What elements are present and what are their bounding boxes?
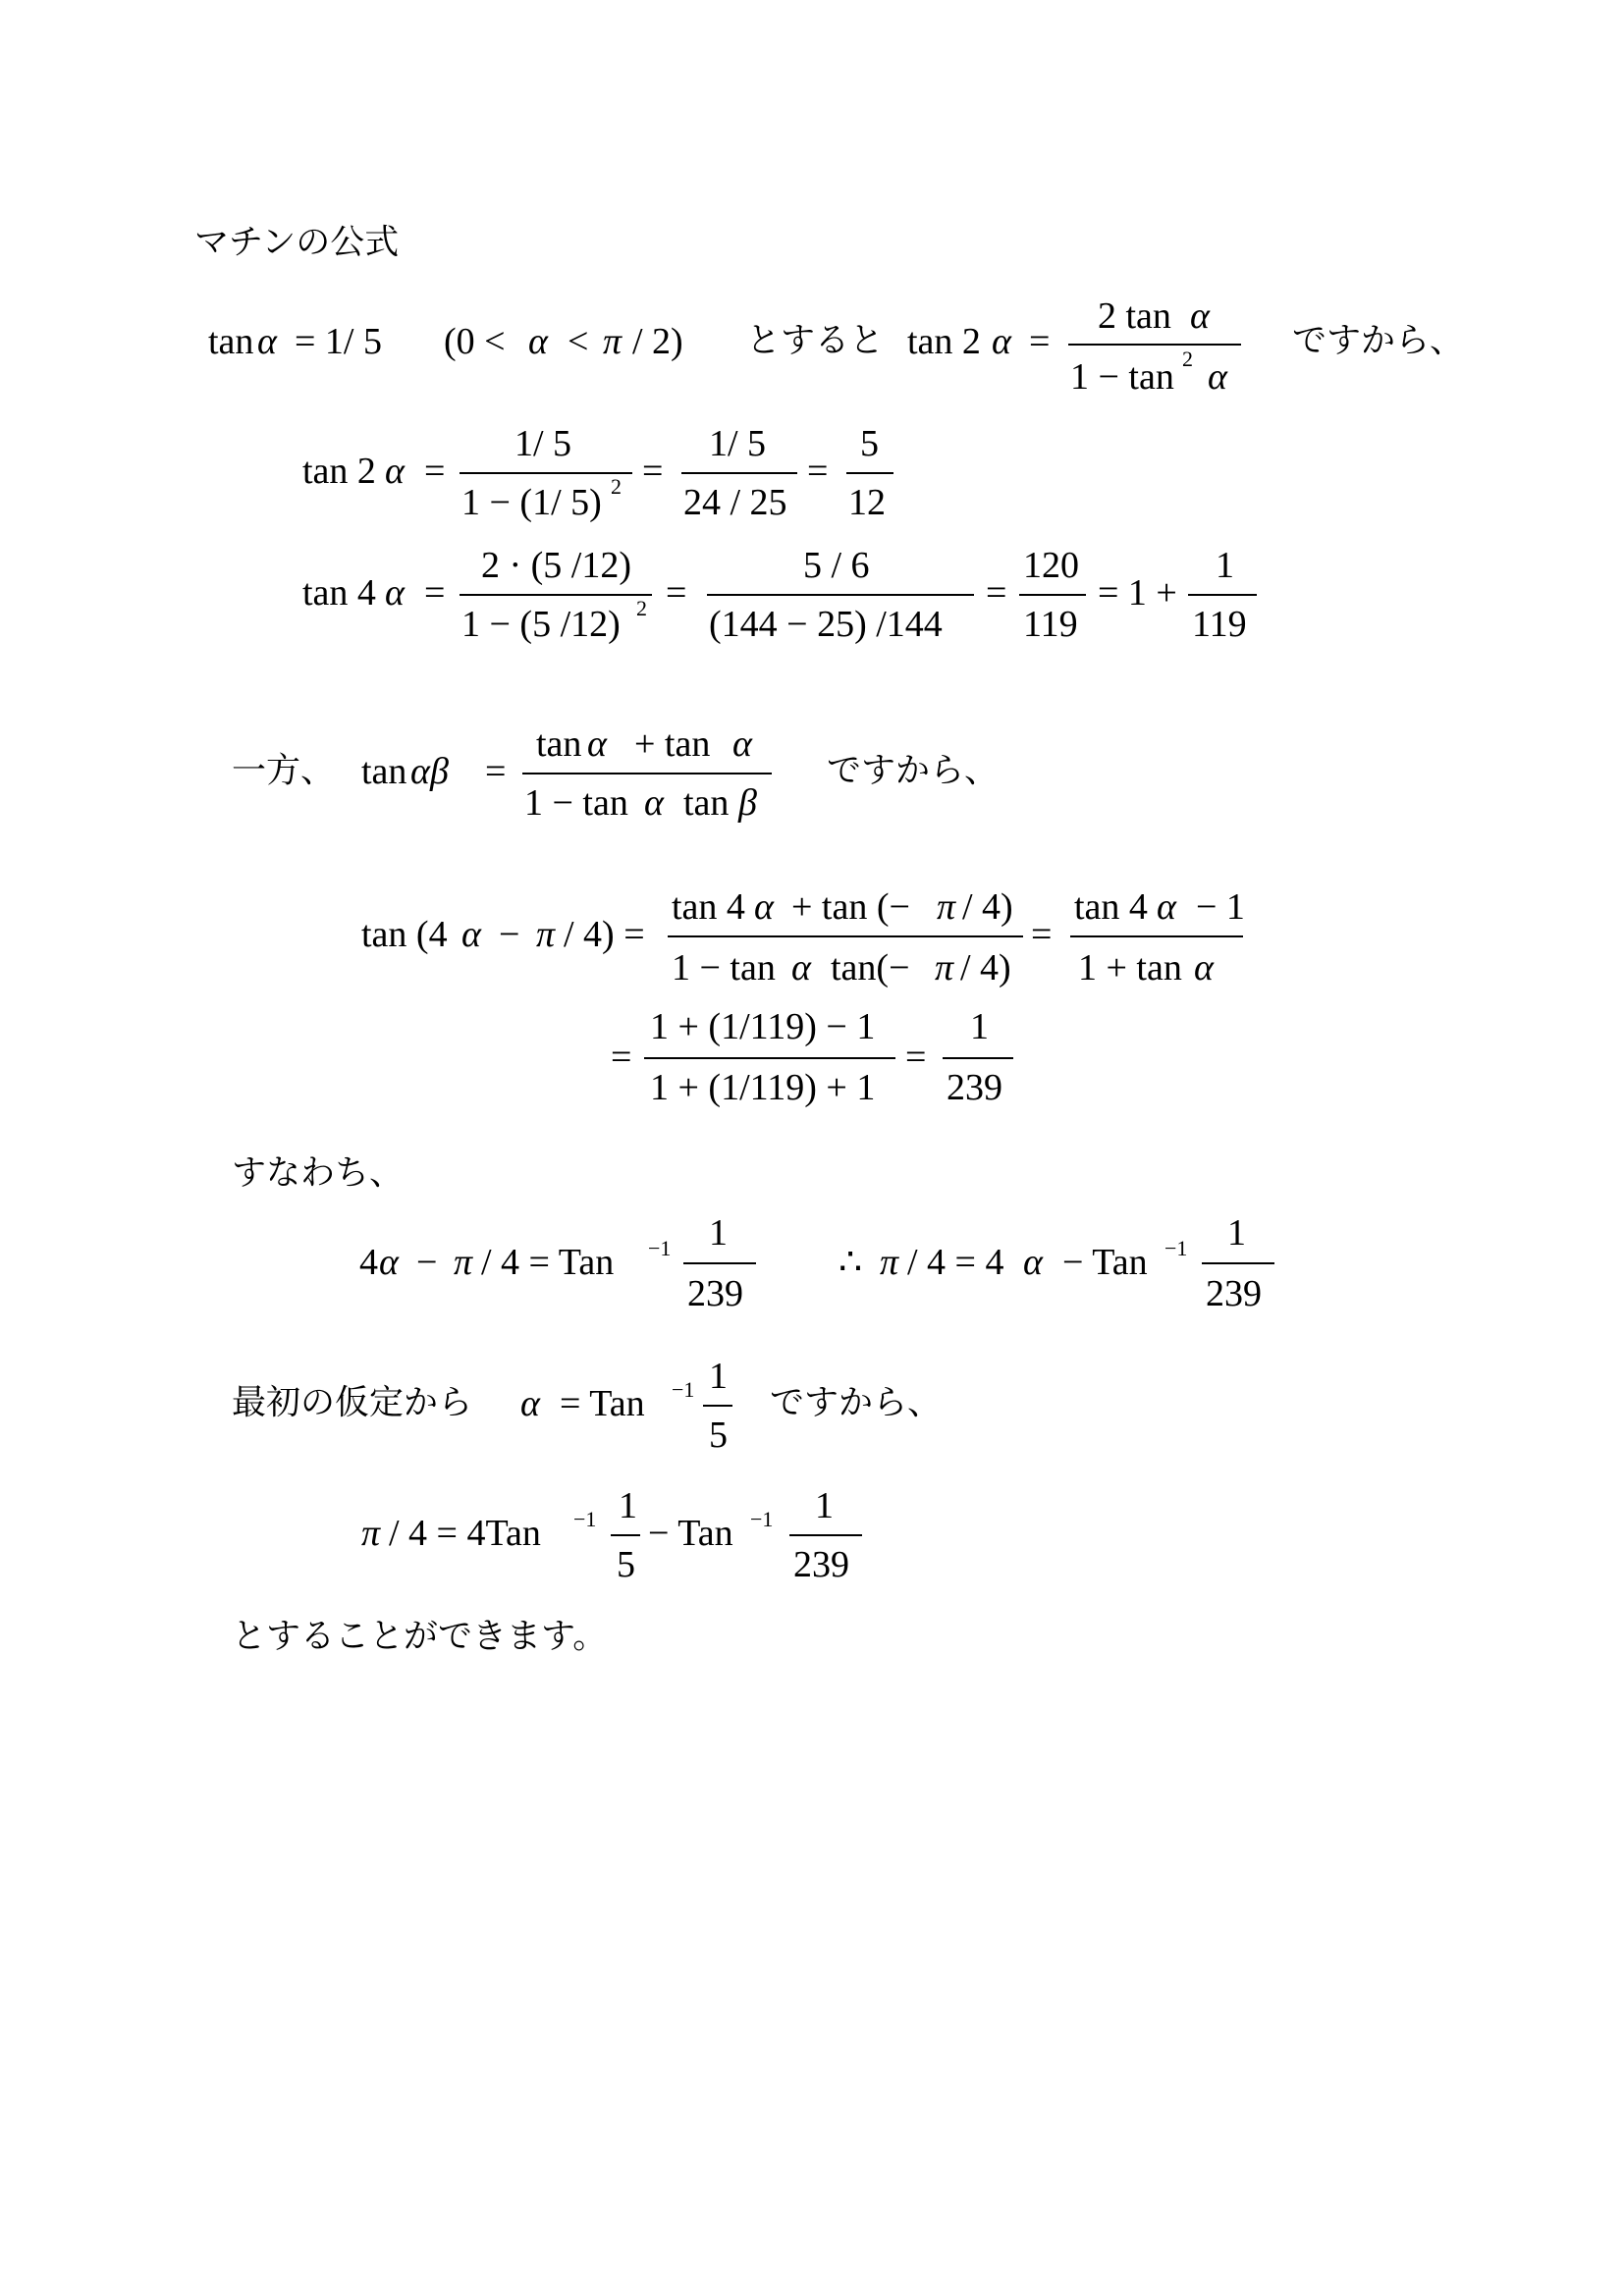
l1-cond-lt: < [568,321,589,362]
td-f2-num-alpha: α [1157,886,1176,928]
rel-e: − Tan [1062,1242,1148,1283]
e2-eq2: = [642,451,664,492]
td2-eq1: = [611,1037,632,1078]
ip-den-a: 1 − tan [524,782,628,824]
fin-f1-num: 1 [619,1485,637,1526]
rel-exp: −1 [648,1236,672,1260]
ks-f-line [703,1405,732,1407]
fin-exp1: −1 [573,1507,597,1531]
ks-alpha: α [520,1383,540,1424]
e4-eq2: = [666,572,687,614]
rel-f2-den: 239 [1206,1273,1262,1314]
l1-frac-line [1068,344,1241,346]
fin-minus: − Tan [648,1513,733,1554]
td-f2-den-a: 1 + tan [1078,947,1182,988]
e4-f2-den: (144 − 25) /144 [709,604,943,645]
fin-exp2: −1 [750,1507,774,1531]
sunawachi-text: すなわち、 [232,1153,405,1194]
rel-minus: − [416,1242,438,1283]
e2-f2-num: 1/ 5 [709,423,767,464]
td-f1-num-b: + tan (− [791,886,910,928]
l1-cond-alpha: α [528,321,548,362]
rel-alpha2: α [1023,1242,1043,1283]
e2-f1-den: 1 − (1/ 5) [461,482,602,523]
l1-tosuruto: とすると [746,321,885,361]
l1-frac-den: 1 − tan [1070,356,1174,398]
e2-f1-num: 1/ 5 [514,423,572,464]
rel-f2-line [1202,1262,1274,1264]
rel-f2-num: 1 [1227,1212,1246,1254]
l1-frac-num-alpha: α [1190,295,1210,337]
ip-den-alpha: α [644,782,664,824]
e4-lhs: tan 4 [302,572,376,614]
ip-eq: = [485,751,507,792]
ip-frac-line [522,773,772,774]
fin-f1-line [611,1534,640,1536]
e4-f3-line [1019,594,1086,596]
e4-f4-den: 119 [1192,604,1247,645]
fin-f2-den: 239 [793,1544,849,1585]
l1-frac-den-exp: 2 [1182,347,1193,371]
fin-f1-den: 5 [617,1544,635,1585]
document-title: マチンの公式 [194,223,400,263]
e4-f1-num: 2 · (5 /12) [481,545,632,586]
e4-f4-line [1188,594,1257,596]
e4-tail: = 1 + [1098,572,1177,614]
ks-exp: −1 [672,1377,695,1402]
fin-f2-line [789,1534,862,1536]
td-eq2: = [1031,914,1053,955]
l1-tan2: tan 2 [907,321,981,362]
l1-tan: tan [208,321,254,362]
e4-lhs-alpha: α [385,572,405,614]
td-f2-num-a: tan 4 [1074,886,1148,928]
rel-f-num: 1 [709,1212,728,1254]
ip-num-alpha: α [587,723,607,765]
ip-lhs-ab: αβ [410,751,449,792]
td-f1-num-a: tan 4 [672,886,745,928]
rel-a: 4 [359,1242,378,1283]
e4-eq3: = [986,572,1007,614]
rel-c: / 4 = Tan [481,1242,615,1283]
ip-desukara: ですから、 [827,751,1000,791]
ip-num-plus: + tan [634,723,711,765]
e4-f3-num: 120 [1023,545,1079,586]
rel-exp2: −1 [1164,1236,1188,1260]
td2-eq2: = [905,1037,927,1078]
l1-cond-close: / 2) [632,321,683,362]
td2-f1-den: 1 + (1/119) + 1 [650,1067,876,1108]
ip-num-alpha2: α [732,723,752,765]
e2-lhs-alpha: α [385,451,405,492]
rel-therefore: ∴ [839,1242,863,1283]
td-lhs-a: tan (4 [361,914,448,955]
fin-f2-num: 1 [815,1485,834,1526]
e2-f3-den: 12 [848,482,886,523]
e2-f2-line [681,472,797,474]
rel-pi: π [454,1242,473,1283]
l1-cond-open: (0 < [444,321,506,362]
l1-tan2-alpha: α [992,321,1011,362]
td-f1-num-c: / 4) [962,886,1013,928]
e4-f1-den: 1 − (5 /12) [461,604,621,645]
ip-den-beta: β [738,782,757,824]
conclusion-text: とすることができます。 [232,1617,608,1657]
td2-f2-den: 239 [947,1067,1002,1108]
l1-eq2: = [1029,321,1051,362]
e4-f3-den: 119 [1023,604,1078,645]
td-f1-den-pi: π [935,947,954,988]
td-f2-num-b: − 1 [1196,886,1245,928]
rel-f-line [683,1262,756,1264]
ks-f-num: 1 [709,1356,728,1397]
e2-eq1: = [424,451,446,492]
td-f1-line [668,935,1023,937]
td-f1-num-pi: π [937,886,956,928]
e2-lhs: tan 2 [302,451,376,492]
ip-prefix: 一方、 [232,751,336,791]
e2-f1-line [460,472,632,474]
td-f2-line [1070,935,1243,937]
e4-f1-den-exp: 2 [636,596,647,620]
e4-eq1: = [424,572,446,614]
rel-alpha: α [379,1242,399,1283]
ip-num-tan: tan [536,723,582,765]
e4-f2-line [707,594,974,596]
rel-f-den: 239 [687,1273,743,1314]
ks-desukara: ですから、 [770,1383,943,1423]
l1-eq: = 1/ 5 [295,321,382,362]
td-lhs-alpha: α [461,914,481,955]
td-lhs-c: / 4) = [564,914,645,955]
ip-den-tan: tan [683,782,730,824]
l1-frac-den-alpha: α [1208,356,1227,398]
e2-eq3: = [807,451,829,492]
td-f1-num-alpha: α [754,886,774,928]
td-f1-den-a: 1 − tan [672,947,776,988]
td-lhs-pi: π [536,914,556,955]
e4-f4-num: 1 [1216,545,1234,586]
fin-pi: π [361,1513,381,1554]
td-lhs-minus: − [499,914,520,955]
td2-f1-num: 1 + (1/119) − 1 [650,1006,876,1047]
e2-f1-den-exp: 2 [611,474,622,499]
td-f1-den-alpha: α [791,947,811,988]
td2-f1-line [644,1057,895,1059]
ks-text: 最初の仮定から [232,1383,473,1423]
l1-alpha: α [257,321,277,362]
rel-d: / 4 = 4 [907,1242,1004,1283]
td-f1-den-b: tan(− [831,947,910,988]
rel-pi2: π [880,1242,899,1283]
l1-frac-num: 2 tan [1098,295,1171,337]
l1-desukara: ですから、 [1292,321,1465,361]
td-f2-den-alpha: α [1194,947,1214,988]
e4-f2-num: 5 / 6 [803,545,870,586]
e2-f2-den: 24 / 25 [683,482,787,523]
fin-a: / 4 = 4Tan [389,1513,541,1554]
ks-f-den: 5 [709,1415,728,1456]
td2-f2-line [943,1057,1013,1059]
ip-lhs: tan [361,751,407,792]
ks-eq: = Tan [560,1383,645,1424]
e2-f3-line [846,472,893,474]
td-f1-den-c: / 4) [960,947,1011,988]
td2-f2-num: 1 [970,1006,989,1047]
l1-cond-pi: π [603,321,623,362]
e2-f3-num: 5 [860,423,879,464]
e4-f1-line [460,594,652,596]
